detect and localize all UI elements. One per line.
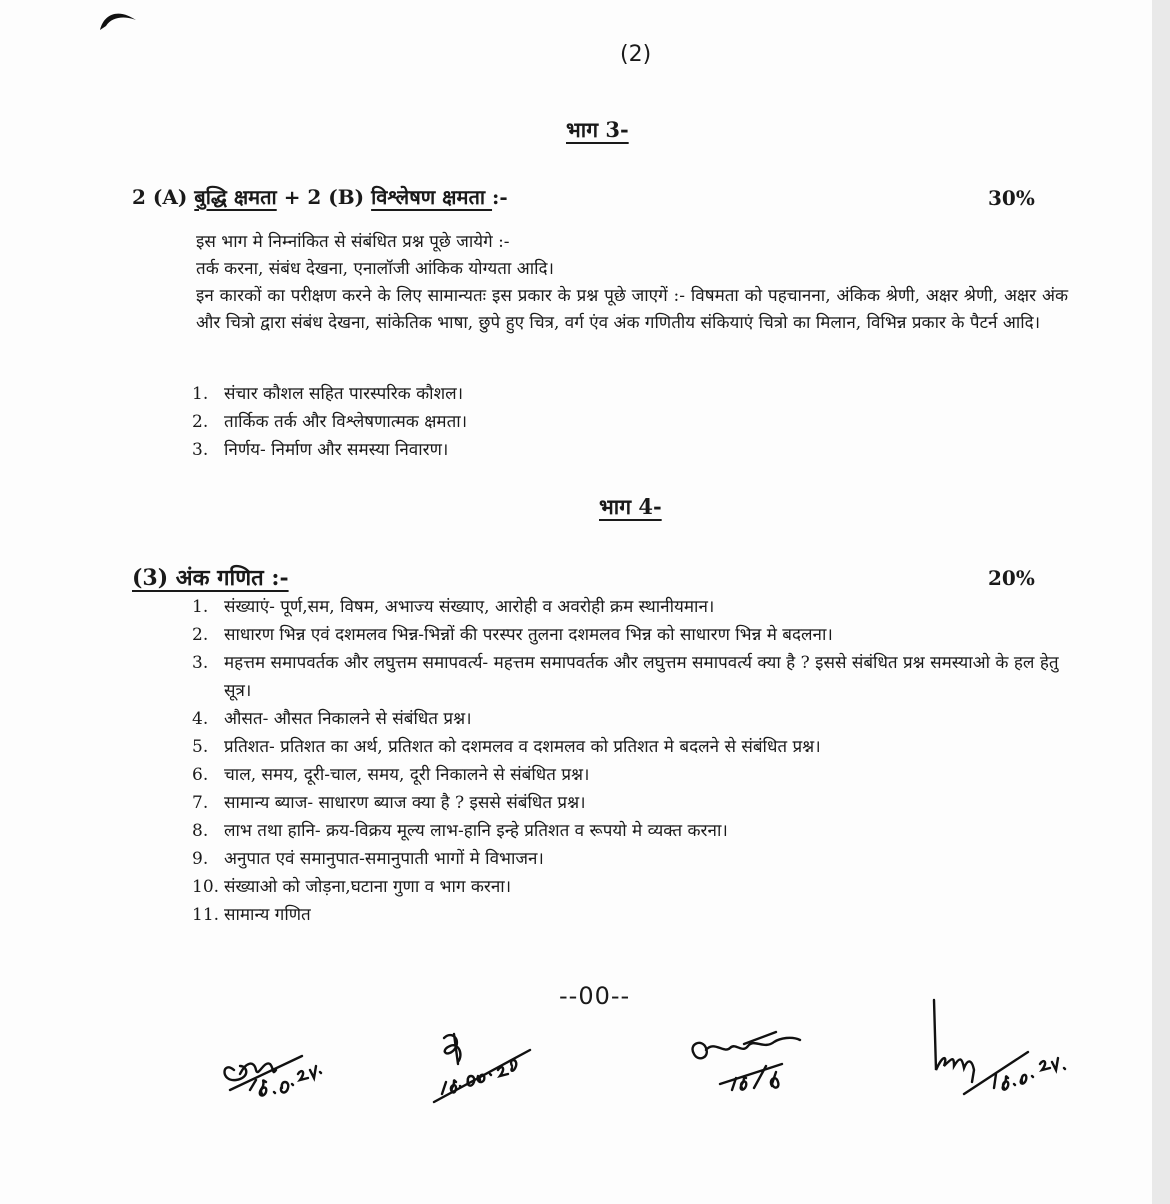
end-mark: --00-- [559, 982, 631, 1010]
part4-heading: भाग 4- [599, 494, 662, 519]
section-prefix-a: 2 (A) [132, 185, 195, 209]
list-item: 2. तार्किक तर्क और विश्लेषणात्मक क्षमता। [192, 412, 468, 432]
list-item: 3. निर्णय- निर्माण और समस्या निवारण। [192, 440, 449, 460]
part3-weight: 30% [988, 186, 1035, 210]
staple-mark [96, 4, 140, 34]
list-item: 7. सामान्य ब्याज- साधारण ब्याज क्या है ? इससे संबंधित प्रश्न। [192, 793, 586, 813]
part4-list [192, 593, 1072, 929]
list-item: 5. प्रतिशत- प्रतिशत का अर्थ, प्रतिशत को दशमलव व दशमलव को प्रतिशत मे बदलने से संबंधित प्रश्न। [192, 737, 821, 757]
intro-line-1: इस भाग मे निम्नांकित से संबंधित प्रश्न पूछे जायेगे :- [196, 232, 510, 252]
signature-1 [210, 1030, 370, 1100]
part4-section-title: (3) अंक गणित :- [132, 565, 289, 591]
signature-3 [684, 1026, 814, 1096]
section-suffix: :- [492, 185, 508, 209]
intro-line-2: तर्क करना, संबंध देखना, एनालॉजी आंकिक योग्यता आदि। [196, 259, 554, 279]
list-item: 9. अनुपात एवं समानुपात-समानुपाती भागों मे विभाजन। [192, 849, 544, 869]
list-item: 3. महत्तम समापवर्तक और लघुत्तम समापवर्त्य- महत्तम समापवर्तक और लघुत्तम समापवर्त्य क्या है ? इससे संबंधित प्रश्न समस्याओ के हल हेतु सूत्र। [192, 653, 1059, 701]
list-item: 4. औसत- औसत निकालने से संबंधित प्रश्न। [192, 709, 472, 729]
part4-weight: 20% [988, 566, 1035, 590]
part3-section-title [132, 183, 508, 210]
section-title-b: विश्लेषण क्षमता [371, 185, 493, 209]
page-number: (2) [620, 42, 652, 67]
list-item: 6. चाल, समय, दूरी-चाल, समय, दूरी निकालने से संबंधित प्रश्न। [192, 765, 590, 785]
list-item: 1. संख्याएं- पूर्ण,सम, विषम, अभाज्य संख्याए, आरोही व अवरोही क्रम स्थानीयमान। [192, 597, 715, 617]
part3-heading: भाग 3- [566, 117, 629, 142]
intro-line-3: इन कारकों का परीक्षण करने के लिए सामान्यतः इस प्रकार के प्रश्न पूछे जाएगें :- विषमता को पहचानना, अंकिक श्रेणी, अक्षर श्रेणी, अक्षर अंक और चित्रो द्वारा संबंध देखना, सांकेतिक भाषा, छुपे हुए चित्र, वर्ग एंव अंक गणितीय संकियाएं चित्रो का मिलान, विभिन्न प्रकार के पैटर्न आदि। [196, 286, 1068, 333]
list-item: 8. लाभ तथा हानि- क्रय-विक्रय मूल्य लाभ-हानि इन्हे प्रतिशत व रूपयो मे व्यक्त करना। [192, 821, 728, 841]
list-item: 2. साधारण भिन्न एवं दशमलव भिन्न-भिन्नों की परस्पर तुलना दशमलव भिन्न को साधारण भिन्न मे बदलना। [192, 625, 833, 645]
list-item: 1. संचार कौशल सहित पारस्परिक कौशल। [192, 384, 464, 404]
part3-intro [196, 229, 1076, 337]
signature-4 [924, 998, 1094, 1098]
part3-list [192, 380, 467, 464]
section-title-a: बुद्धि क्षमता [194, 185, 277, 209]
scan-edge [1152, 0, 1170, 1204]
signature-2 [428, 1028, 548, 1108]
list-item: 10. संख्याओ को जोड़ना,घटाना गुणा व भाग करना। [192, 877, 512, 897]
section-prefix-b: + 2 (B) [276, 185, 372, 209]
list-item: 11. सामान्य गणित [192, 905, 311, 925]
